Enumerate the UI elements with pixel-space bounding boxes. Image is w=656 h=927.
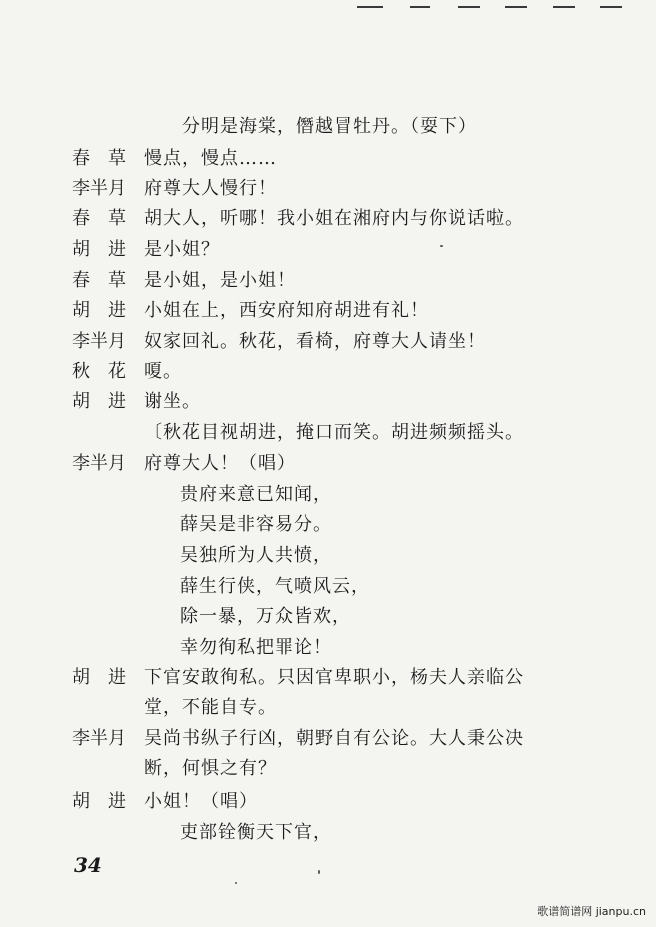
dialogue-line: 是小姐，是小姐！ (144, 270, 296, 291)
dialogue-line: 府尊大人！（唱） (144, 453, 296, 474)
speaker-name: 胡 进 (72, 667, 126, 688)
dialogue-line: 嗄。 (144, 361, 182, 382)
sung-lyric-line: 吏部铨衡天下官， (180, 822, 332, 843)
top-rule (553, 6, 575, 8)
watermark: 歌谱简谱网 jianpu.cn (537, 905, 646, 918)
speaker-name: 胡 进 (72, 791, 126, 812)
sung-lyric-line: 贵府来意已知闻， (180, 484, 332, 505)
dialogue-line: 小姐在上，西安府知府胡进有礼！ (144, 300, 429, 321)
top-rule (458, 6, 480, 8)
dialogue-line: 小姐！（唱） (144, 791, 258, 812)
dialogue-line: 下官安敢徇私。只因官卑职小，杨夫人亲临公 (144, 667, 524, 688)
speaker-name: 李半月 (72, 453, 126, 474)
dialogue-line: 吴尚书纵子行凶，朝野自有公论。大人秉公决 (144, 728, 524, 749)
page-number: 34 (74, 853, 102, 877)
dialogue-line: 慢点，慢点…… (144, 148, 277, 169)
dialogue-line: 府尊大人慢行！ (144, 178, 277, 199)
print-speck (440, 245, 443, 247)
dialogue-line: 奴家回礼。秋花，看椅，府尊大人请坐！ (144, 331, 486, 352)
sung-lyric-line: 薛生行侠，气喷风云， (180, 576, 370, 597)
continuation-line: 堂，不能自专。 (144, 697, 277, 718)
dialogue-line: 谢坐。 (144, 391, 201, 412)
sung-lyric-line: 幸勿徇私把罪论！ (180, 637, 332, 658)
speaker-name: 秋 花 (72, 361, 126, 382)
dialogue-line: 胡大人，听哪！我小姐在湘府内与你说话啦。 (144, 208, 524, 229)
print-speck (318, 870, 320, 874)
speaker-name: 春 草 (72, 270, 126, 291)
top-rule (410, 6, 430, 8)
speaker-name: 春 草 (72, 208, 126, 229)
continuation-line: 〔秋花目视胡进，掩口而笑。胡进频频摇头。 (144, 422, 524, 443)
speaker-name: 李半月 (72, 178, 126, 199)
continuation-line: 断，何惧之有？ (144, 758, 277, 779)
top-rule (357, 6, 383, 8)
top-rule (600, 6, 622, 8)
sung-lyric-line: 吴独所为人共愤， (180, 545, 332, 566)
speaker-name: 春 草 (72, 148, 126, 169)
top-rule (505, 6, 527, 8)
sung-lyric-line: 薛吴是非容易分。 (180, 514, 332, 535)
speaker-name: 胡 进 (72, 391, 126, 412)
speaker-name: 李半月 (72, 728, 126, 749)
print-speck (235, 882, 237, 884)
speaker-name: 李半月 (72, 331, 126, 352)
speaker-name: 胡 进 (72, 300, 126, 321)
sung-lyric-line: 除一暴，万众皆欢， (180, 606, 351, 627)
speaker-name: 胡 进 (72, 239, 126, 260)
continuation-line: 分明是海棠，僭越冒牡丹。（耍下） (182, 116, 477, 137)
dialogue-line: 是小姐？ (144, 239, 220, 260)
